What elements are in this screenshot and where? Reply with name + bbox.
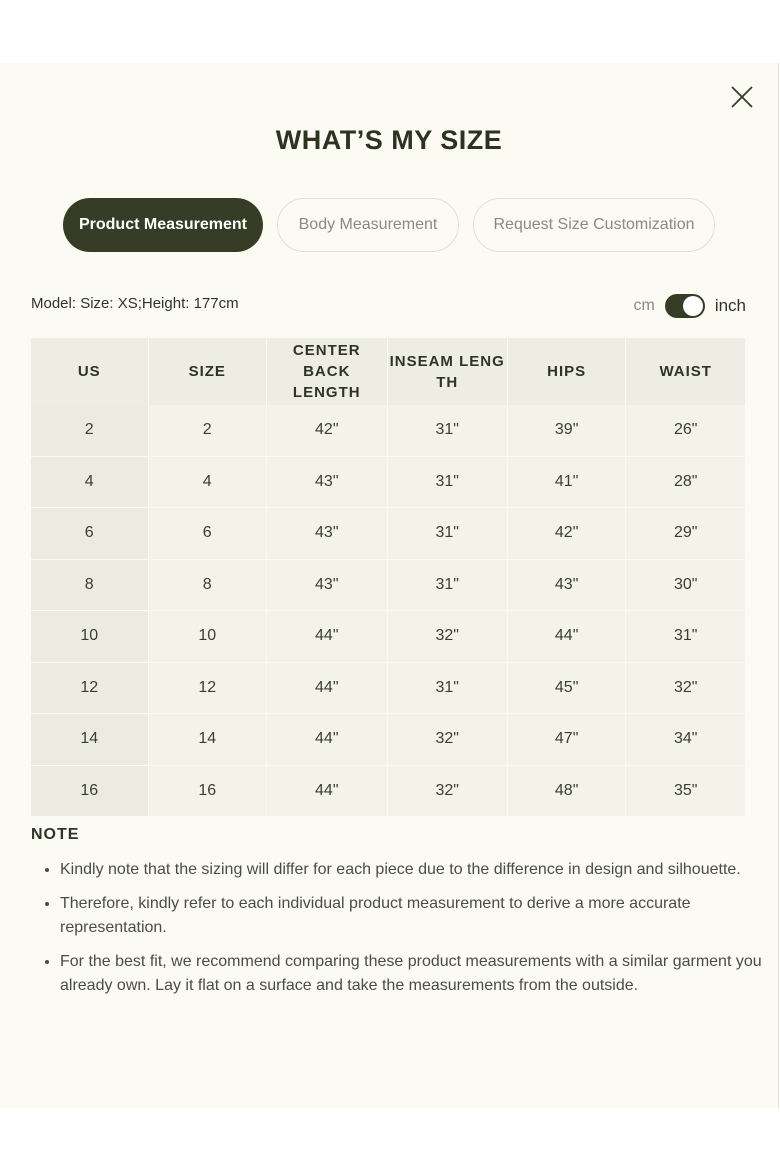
table-cell: 8 [148, 559, 266, 611]
column-header: HIPS [507, 338, 626, 405]
table-cell: 45" [507, 662, 626, 714]
unit-label-inch[interactable]: inch [714, 296, 746, 315]
table-cell: 43" [267, 559, 388, 611]
table-cell: 6 [148, 508, 266, 560]
table-cell: 2 [148, 405, 266, 456]
table-cell: 8 [31, 559, 148, 611]
table-cell: 39" [507, 405, 626, 456]
note-list [40, 858, 765, 1008]
table-cell: 47" [507, 714, 626, 766]
table-cell: 14 [148, 714, 266, 766]
table-cell: 26" [626, 405, 746, 456]
table-cell: 31" [387, 405, 507, 456]
column-header: SIZE [148, 338, 266, 405]
table-cell: 32" [626, 662, 746, 714]
size-guide-modal [0, 63, 779, 1108]
table-row [31, 662, 746, 714]
measurement-tabs [63, 198, 715, 252]
table-cell: 31" [387, 662, 507, 714]
toggle-knob [683, 296, 703, 316]
table-cell: 16 [31, 765, 148, 817]
table-cell: 10 [148, 611, 266, 663]
table-row [31, 611, 746, 663]
tab-product-measurement[interactable]: Product Measurement [63, 198, 263, 252]
table-cell: 41" [507, 456, 626, 508]
table-cell: 32" [387, 611, 507, 663]
table-cell: 29" [626, 508, 746, 560]
table-cell: 14 [31, 714, 148, 766]
table-cell: 31" [387, 559, 507, 611]
table-cell: 4 [148, 456, 266, 508]
table-cell: 44" [267, 714, 388, 766]
table-cell: 32" [387, 765, 507, 817]
table-row [31, 405, 746, 456]
table-row [31, 714, 746, 766]
table-cell: 12 [31, 662, 148, 714]
table-row [31, 559, 746, 611]
table-cell: 6 [31, 508, 148, 560]
table-cell: 31" [387, 508, 507, 560]
tab-body-measurement[interactable]: Body Measurement [277, 198, 459, 252]
note-title: NOTE [31, 826, 80, 843]
table-cell: 43" [267, 508, 388, 560]
table-cell: 10 [31, 611, 148, 663]
close-button[interactable] [728, 83, 756, 111]
table-cell: 42" [507, 508, 626, 560]
column-header: INSEAM LENG TH [387, 338, 507, 405]
size-table [31, 338, 746, 817]
table-cell: 35" [626, 765, 746, 817]
note-item: • For the best fit, we recommend comparing these product measurements with a similar garment you already own. Lay it flat on a surface and take the measurements from the outside. [60, 950, 765, 998]
tab-request-size-customization[interactable]: Request Size Customization [473, 198, 715, 252]
table-cell: 28" [626, 456, 746, 508]
close-icon [728, 83, 756, 111]
unit-switch [633, 294, 746, 318]
table-cell: 12 [148, 662, 266, 714]
column-header: US [31, 338, 148, 405]
table-cell: 32" [387, 714, 507, 766]
table-header-row [31, 338, 746, 405]
table-row [31, 765, 746, 817]
note-item: • Therefore, kindly refer to each individual product measurement to derive a more accurate representation. [60, 892, 765, 940]
table-cell: 43" [267, 456, 388, 508]
table-cell: 31" [387, 456, 507, 508]
unit-toggle[interactable] [665, 294, 705, 318]
table-cell: 16 [148, 765, 266, 817]
table-cell: 2 [31, 405, 148, 456]
model-info: Model: Size: XS;Height: 177cm [31, 295, 239, 312]
table-cell: 4 [31, 456, 148, 508]
table-cell: 34" [626, 714, 746, 766]
table-cell: 48" [507, 765, 626, 817]
table-cell: 44" [507, 611, 626, 663]
table-cell: 44" [267, 611, 388, 663]
table-cell: 30" [626, 559, 746, 611]
note-item: • Kindly note that the sizing will differ for each piece due to the difference in design and silhouette. [60, 858, 765, 882]
unit-label-cm[interactable]: cm [633, 297, 655, 314]
table-row [31, 508, 746, 560]
table-cell: 44" [267, 765, 388, 817]
modal-title: WHAT’S MY SIZE [275, 125, 503, 155]
table-cell: 44" [267, 662, 388, 714]
table-cell: 43" [507, 559, 626, 611]
table-cell: 31" [626, 611, 746, 663]
table-row [31, 456, 746, 508]
column-header: CENTER BACK LENGTH [267, 338, 388, 405]
column-header: WAIST [626, 338, 746, 405]
table-cell: 42" [267, 405, 388, 456]
